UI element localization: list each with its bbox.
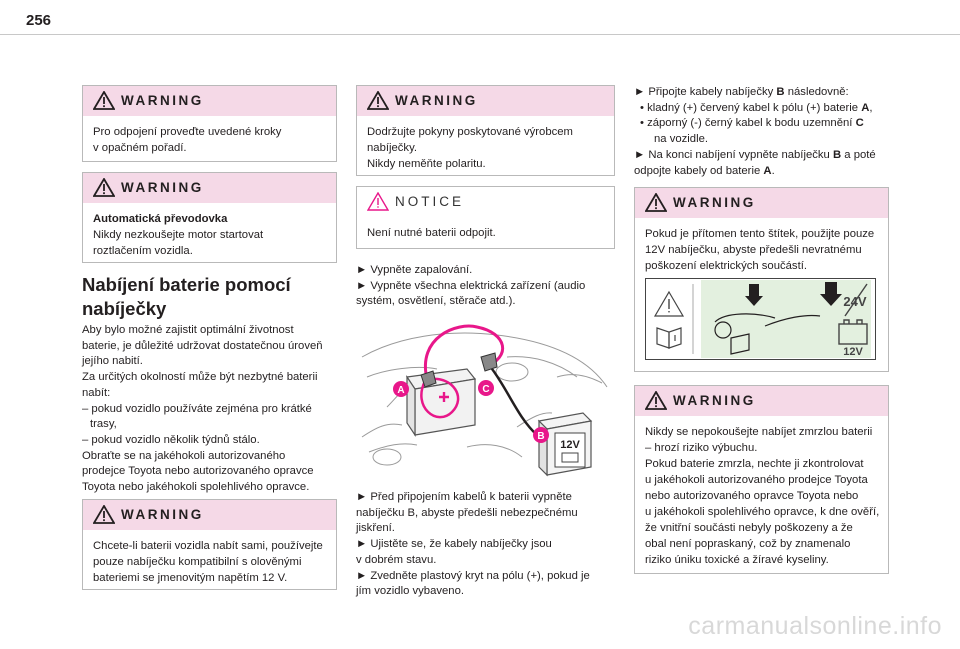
label-12v-text: 12V <box>843 346 863 358</box>
notice-header <box>357 187 614 217</box>
warning-header <box>635 188 888 218</box>
warning-box <box>634 187 889 372</box>
warning-text <box>83 530 336 586</box>
text-line: Pro odpojení proveďte uvedené kroky <box>93 126 282 138</box>
text-line: Automatická převodovka <box>93 213 228 225</box>
text-line: pouze nabíječku kompatibilní s olověnými <box>93 556 302 568</box>
warning-text <box>357 116 614 172</box>
warning-title: WARNING <box>121 507 204 522</box>
notice-box <box>356 186 615 249</box>
notice-triangle-icon <box>367 192 389 211</box>
text-line: jejího nabití. <box>82 355 143 368</box>
top-divider <box>0 34 960 35</box>
charger-voltage-text: 12V <box>560 439 580 451</box>
warning-header <box>83 500 336 530</box>
warning-header <box>635 386 888 416</box>
section-heading <box>82 273 291 321</box>
text-line: nabít: <box>82 386 111 399</box>
step-line: • kladný (+) červený kabel k pólu (+) baterie A, <box>640 101 873 114</box>
heading-line: nabíječky <box>82 298 167 319</box>
warning-triangle-icon <box>93 91 115 110</box>
step-line: ► Vypněte všechna elektrická zařízení (audio <box>356 279 586 292</box>
text-line: nebo autorizovaného opravce Toyota nebo <box>645 490 859 502</box>
text-line: – hrozí riziko výbuchu. <box>645 442 758 454</box>
warning-text <box>635 218 888 274</box>
warning-text <box>635 416 888 568</box>
text-line: obal není popraskaný, což by znamenalo <box>645 538 851 550</box>
step-line: ► Připojte kabely nabíječky B následovně: <box>634 86 849 98</box>
notice-text <box>357 217 614 241</box>
text-line: v opačném pořadí. <box>93 142 187 154</box>
text-line: Toyota nebo jakéhokoli spolehlivého opravce. <box>82 481 310 494</box>
warning-box <box>356 85 615 176</box>
label-a: A <box>397 385 405 396</box>
text-line: prodejce Toyota nebo autorizovaného opravce <box>82 465 314 478</box>
text-line: u jakéhokoli spolehlivého opravce, k dne ověří, <box>645 506 880 518</box>
warning-triangle-icon <box>645 391 667 410</box>
warning-triangle-icon <box>93 505 115 524</box>
text-line: Obraťte se na jakéhokoli autorizovaného <box>82 449 286 462</box>
text-line: u jakéhokoli autorizovaného prodejce Toyota <box>645 474 868 486</box>
warning-title: WARNING <box>673 393 756 408</box>
text-line: Nikdy nezkoušejte motor startovat <box>93 229 264 241</box>
step-line: ► Na konci nabíjení vypněte nabíječku B a poté <box>634 148 876 161</box>
connection-steps <box>634 85 876 179</box>
text-line: – pokud vozidlo několik týdnů stálo. <box>82 433 260 446</box>
watermark: carmanualsonline.info <box>688 612 942 640</box>
warning-text <box>83 203 336 259</box>
warning-triangle-icon <box>645 193 667 212</box>
warning-triangle-icon <box>93 178 115 197</box>
text-line: bateriemi se jmenovitým napětím 12 V. <box>93 572 288 584</box>
text-line: Není nutné baterii odpojit. <box>367 227 496 239</box>
warning-box <box>82 172 337 263</box>
warning-box <box>634 385 889 574</box>
text-line: riziko úniku toxické a žíravé kyseliny. <box>645 554 829 566</box>
warning-header <box>357 86 614 116</box>
step-line: v dobrém stavu. <box>356 553 437 566</box>
warning-header <box>83 173 336 203</box>
page-number: 256 <box>26 12 52 29</box>
text-line: roztlačením vozidla. <box>93 245 193 257</box>
step-line: systém, osvětlení, stěrače atd.). <box>356 295 516 308</box>
text-line: Dodržujte pokyny poskytované výrobcem <box>367 126 573 138</box>
voltage-warning-label <box>645 278 876 360</box>
step-line: jiskření. <box>356 522 395 535</box>
warning-title: WARNING <box>673 195 756 210</box>
warning-title: WARNING <box>121 93 204 108</box>
text-line: Pokud je přítomen tento štítek, použijte pouze <box>645 228 875 240</box>
intro-paragraph <box>82 323 323 496</box>
label-b: B <box>537 431 545 442</box>
text-line: Za určitých okolností může být nezbytné baterii <box>82 371 318 384</box>
text-line: Nikdy neměňte polaritu. <box>367 158 486 170</box>
label-c: C <box>482 384 490 395</box>
step-line: nabíječku B, abyste předešli nebezpečnému <box>356 506 578 519</box>
warning-box <box>82 85 337 162</box>
notice-title: NOTICE <box>395 194 465 209</box>
warning-title: WARNING <box>395 93 478 108</box>
step-line: na vozidle. <box>654 133 709 146</box>
text-line: Nikdy se nepokoušejte nabíjet zmrzlou baterii <box>645 426 873 438</box>
text-line: že vnitřní součásti nebyly poškozeny a že <box>645 522 853 534</box>
charger-connection-illustration <box>356 316 614 480</box>
step-line: odpojte kabely od baterie A. <box>634 164 775 177</box>
warning-title: WARNING <box>121 180 204 195</box>
text-line: Pokud baterie zmrzla, nechte ji zkontrolovat <box>645 458 864 470</box>
step-line: ► Před připojením kabelů k baterii vypněte <box>356 491 572 503</box>
step-line: • záporný (-) černý kabel k bodu uzemnění C <box>640 117 864 130</box>
text-line: trasy, <box>90 418 117 431</box>
text-line: Chcete-li baterii vozidla nabít sami, používejte <box>93 540 323 552</box>
text-line: – pokud vozidlo používáte zejména pro krátké <box>82 402 312 415</box>
steps-before-illustration <box>356 263 585 310</box>
label-24v-text: 24V <box>843 294 867 309</box>
text-line: poškození elektrických součástí. <box>645 260 807 272</box>
step-line: jím vozidlo vybaveno. <box>356 585 464 598</box>
heading-line: Nabíjení baterie pomocí <box>82 274 291 295</box>
step-line: ► Zvedněte plastový kryt na pólu (+), pokud je <box>356 569 590 582</box>
text-line: baterie, je důležité udržovat dostatečnou úroveň <box>82 339 323 352</box>
text-line: Aby bylo možné zajistit optimální životnost <box>82 324 294 336</box>
warning-triangle-icon <box>367 91 389 110</box>
steps-after-illustration <box>356 490 590 600</box>
warning-header <box>83 86 336 116</box>
warning-box <box>82 499 337 590</box>
text-line: nabíječky. <box>367 142 418 154</box>
text-line: 12V nabíječku, abyste předešli nevratnému <box>645 244 862 256</box>
warning-text <box>83 116 336 156</box>
step-line: ► Vypněte zapalování. <box>356 264 473 276</box>
step-line: ► Ujistěte se, že kabely nabíječky jsou <box>356 538 552 551</box>
